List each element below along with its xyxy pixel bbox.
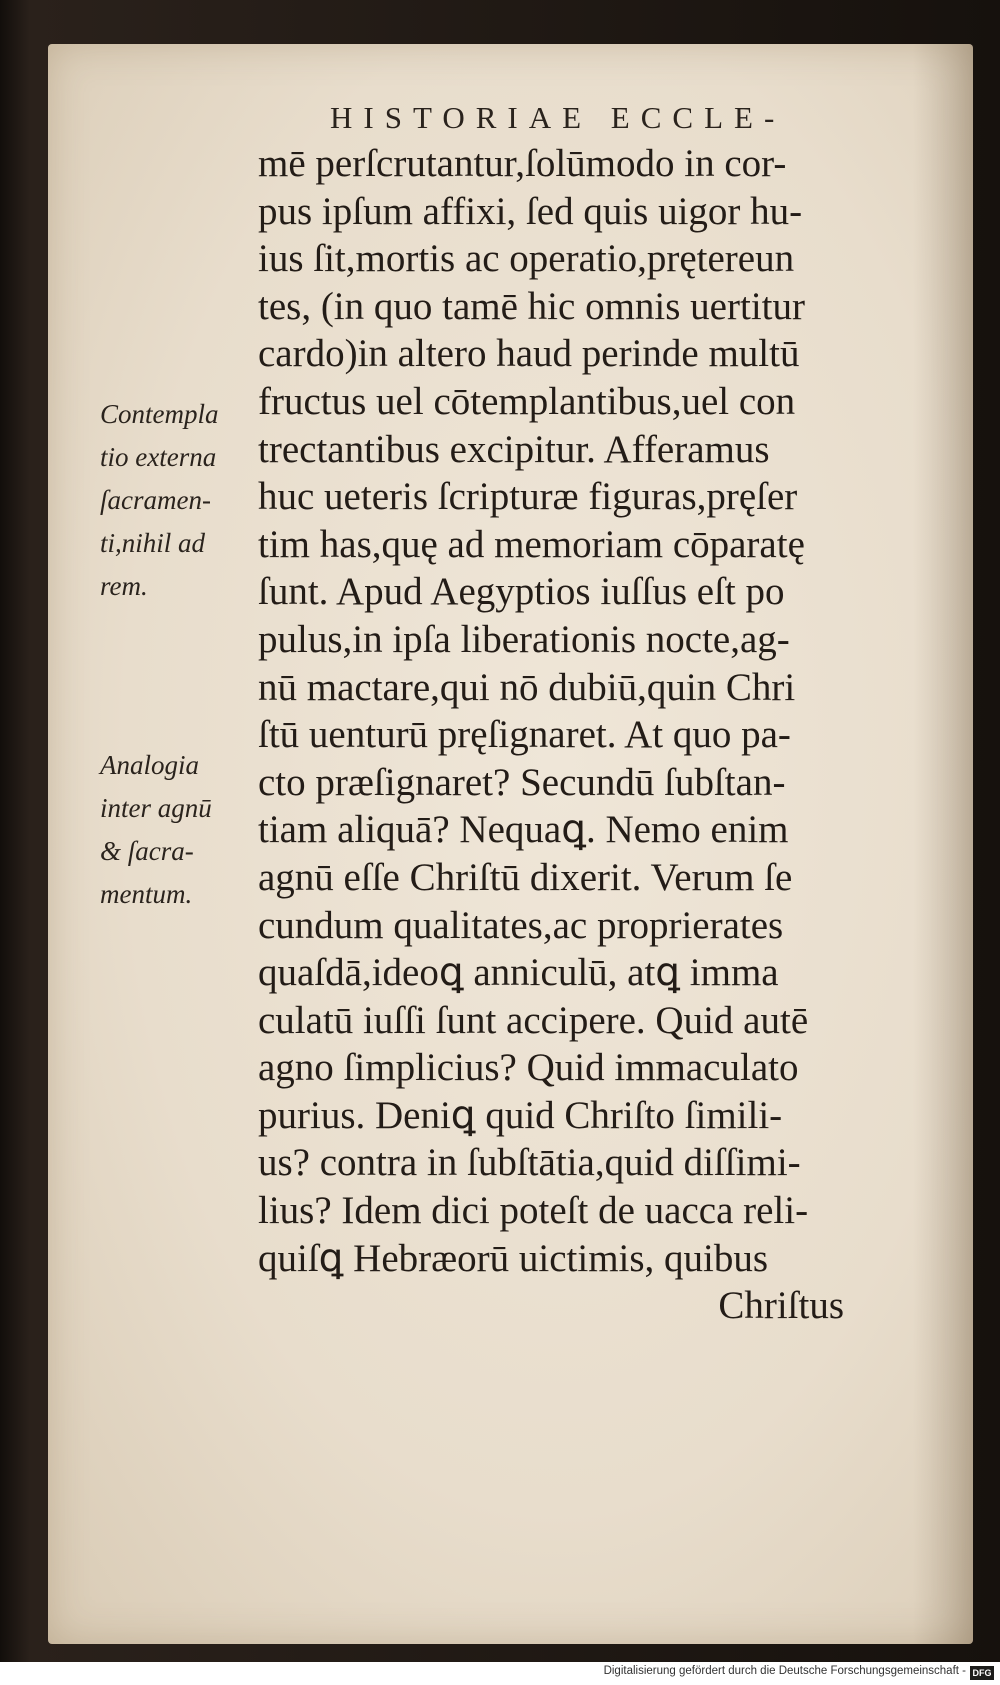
text-line: pulus,in ipſa liberationis nocte,ag- [258,617,790,661]
body-text [258,140,898,1330]
funding-credit: Digitalisierung gefördert durch die Deutsche Forschungsgemeinschaft - [603,1665,966,1677]
text-line: tiam aliquā? Nequaꝗ. Nemo enim [258,808,789,852]
text-line: agnū eſſe Chriſtū dixerit. Verum ſe [258,855,793,899]
text-line: trectantibus excipitur. Afferamus [258,427,770,471]
margin-note-line: Contempla [100,399,219,429]
text-line: quaſdā,ideoꝗ anniculū, atꝗ imma [258,951,779,995]
text-line: ſtū uenturū pręſignaret. At quo pa- [258,713,791,757]
text-line: cardo)in altero haud perinde multū [258,332,800,376]
running-head: HISTORIAE ECCLE- [330,100,786,135]
margin-note-line: ſacramen- [100,485,211,515]
text-line: tes, (in quo tamē hic omnis uertitur [258,284,805,328]
text-line: quiſꝗ Hebræorū uictimis, quibus [258,1236,769,1280]
margin-note-line: & ſacra- [100,836,194,866]
text-line: us? contra in ſubſtātia,quid diſſimi- [258,1141,801,1185]
text-line: ſunt. Apud Aegyptios iuſſus eſt po [258,570,785,614]
digitization-footer [0,1662,1000,1685]
text-line: nū mactare,qui nō dubiū,quin Chri [258,665,796,709]
text-line: cundum qualitates,ac proprierates [258,903,784,947]
margin-note-line: ti,nihil ad [100,528,206,558]
text-line: mē perſcrutantur,ſolūmodo in cor- [258,142,787,185]
margin-note-line: rem. [100,571,148,601]
margin-note-contemplatio [100,393,260,608]
margin-note-line: mentum. [100,879,193,909]
margin-note-analogia [100,744,260,916]
page-spine-shadow [913,44,973,1644]
catchword: Chriſtus [718,1284,844,1328]
dfg-logo-icon: DFG [970,1666,994,1680]
text-line: culatū iuſſi ſunt accipere. Quid autē [258,998,809,1042]
margin-note-line: tio externa [100,442,217,472]
text-line: lius? Idem dici poteſt de uacca reli- [258,1189,809,1233]
text-line: huc ueteris ſcripturæ figuras,pręſer [258,475,798,519]
text-line: fructus uel cōtemplantibus,uel con [258,379,796,423]
margin-note-line: Analogia [100,750,199,780]
text-line: purius. Deniꝗ quid Chriſto ſimili- [258,1093,783,1137]
margin-note-line: inter agnū [100,793,212,823]
text-line: tim has,quę ad memoriam cōparatę [258,522,805,566]
text-line: pus ipſum affixi, ſed quis uigor hu- [258,189,803,233]
text-line: cto præſignaret? Secundū ſubſtan- [258,760,786,804]
text-line: ius ſit,mortis ac operatio,prętereun [258,237,795,281]
text-line: agno ſimplicius? Quid immaculato [258,1046,799,1090]
